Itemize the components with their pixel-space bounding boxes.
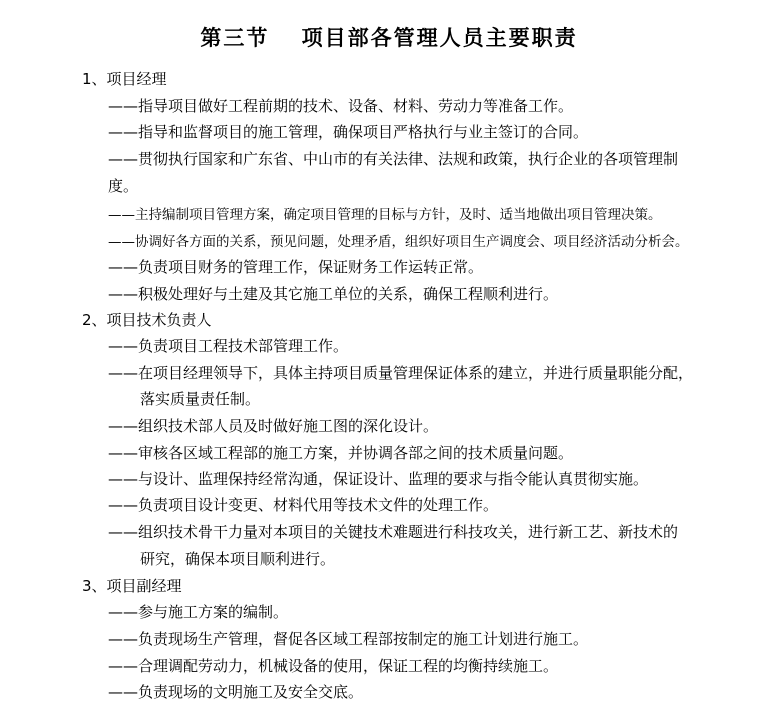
duty-item: ——协调好各方面的关系，预见问题，处理矛盾，组织好项目生产调度会、项目经济活动分析会。 [108,234,689,250]
duty-item: ——负责现场的文明施工及安全交底。 [108,683,364,701]
duty-item: ——组织技术骨干力量对本项目的关键技术难题进行科技攻关，进行新工艺、新技术的 [108,523,679,541]
duty-item: ——与设计、监理保持经常沟通，保证设计、监理的要求与指令能认真贯彻实施。 [108,470,649,488]
duty-item: ——负责现场生产管理，督促各区域工程部按制定的施工计划进行施工。 [108,630,589,648]
duty-item: ——指导和监督项目的施工管理，确保项目严格执行与业主签订的合同。 [108,123,589,141]
duty-item: ——组织技术部人员及时做好施工图的深化设计。 [108,417,439,435]
duty-item-continuation: 度。 [108,177,139,195]
duty-item: ——参与施工方案的编制。 [108,603,289,621]
section-heading-deputy-manager: 3、项目副经理 [82,577,182,595]
duty-item-continuation: 研究，确保本项目顺利进行。 [140,550,336,568]
duty-item-continuation: 落实质量责任制。 [140,390,261,408]
duty-item: ——指导项目做好工程前期的技术、设备、材料、劳动力等准备工作。 [108,97,574,115]
section-title: 第三节 项目部各管理人员主要职责 [200,26,578,50]
section-heading-project-manager: 1、项目经理 [82,70,167,88]
duty-item: ——贯彻执行国家和广东省、中山市的有关法律、法规和政策，执行企业的各项管理制 [108,150,679,168]
duty-item: ——合理调配劳动力，机械设备的使用，保证工程的均衡持续施工。 [108,657,559,675]
duty-item: ——负责项目设计变更、材料代用等技术文件的处理工作。 [108,496,499,514]
duty-item: ——主持编制项目管理方案，确定项目管理的目标与方针，及时、适当地做出项目管理决策。 [108,207,662,223]
duty-item: ——审核各区域工程部的施工方案，并协调各部之间的技术质量问题。 [108,444,574,462]
duty-item: ——负责项目财务的管理工作，保证财务工作运转正常。 [108,258,484,276]
duty-item: ——积极处理好与土建及其它施工单位的关系，确保工程顺利进行。 [108,285,559,303]
section-heading-technical-lead: 2、项目技术负责人 [82,311,212,329]
duty-item: ——在项目经理领导下，具体主持项目质量管理保证体系的建立，并进行质量职能分配， [108,364,694,382]
duty-item: ——负责项目工程技术部管理工作。 [108,337,349,355]
